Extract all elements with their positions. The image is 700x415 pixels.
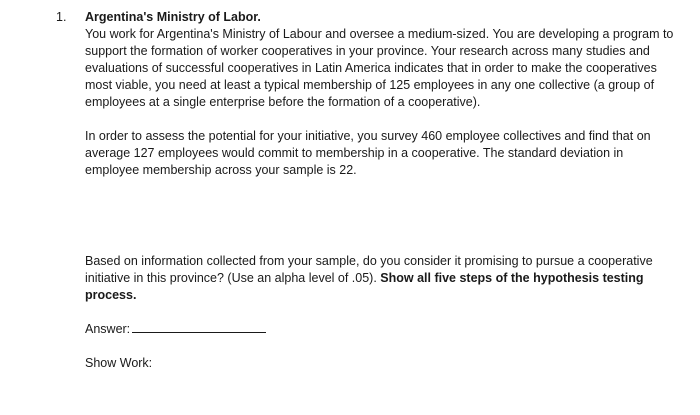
answer-blank-line[interactable] (132, 320, 266, 333)
question-title: Argentina's Ministry of Labor. (85, 10, 261, 24)
answer-row (85, 320, 676, 338)
prompt-paragraph (85, 253, 676, 304)
answer-label: Answer: (85, 322, 131, 336)
survey-paragraph: In order to assess the potential for your initiative, you survey 460 employee collectives and find that on average 127 employees would commit to membership in a cooperative. The standard deviation in employee membership across your sample is 22. (85, 129, 651, 177)
question-body (85, 9, 676, 372)
prompt-text: Based on information collected from your sample, do you consider it promising to pursue a cooperative initiative in this province? (Use an alpha level of .05). (85, 254, 653, 285)
question-number: 1. (56, 10, 67, 24)
show-work-label: Show Work: (85, 356, 153, 370)
prompt-instruction: Show all five steps of the hypothesis testing process. (85, 271, 644, 302)
question-block (56, 9, 676, 372)
scenario-paragraph: You work for Argentina's Ministry of Labour and oversee a medium-sized. You are developing a program to support the formation of worker cooperatives in your province. Your research across many studies and evaluations of successful cooperatives in Latin America indicates that in order to make the cooperatives most viable, you need at least a typical membership of 125 employees in any one collective (a group of employees at a single enterprise before the formation of a cooperative). (85, 27, 674, 109)
